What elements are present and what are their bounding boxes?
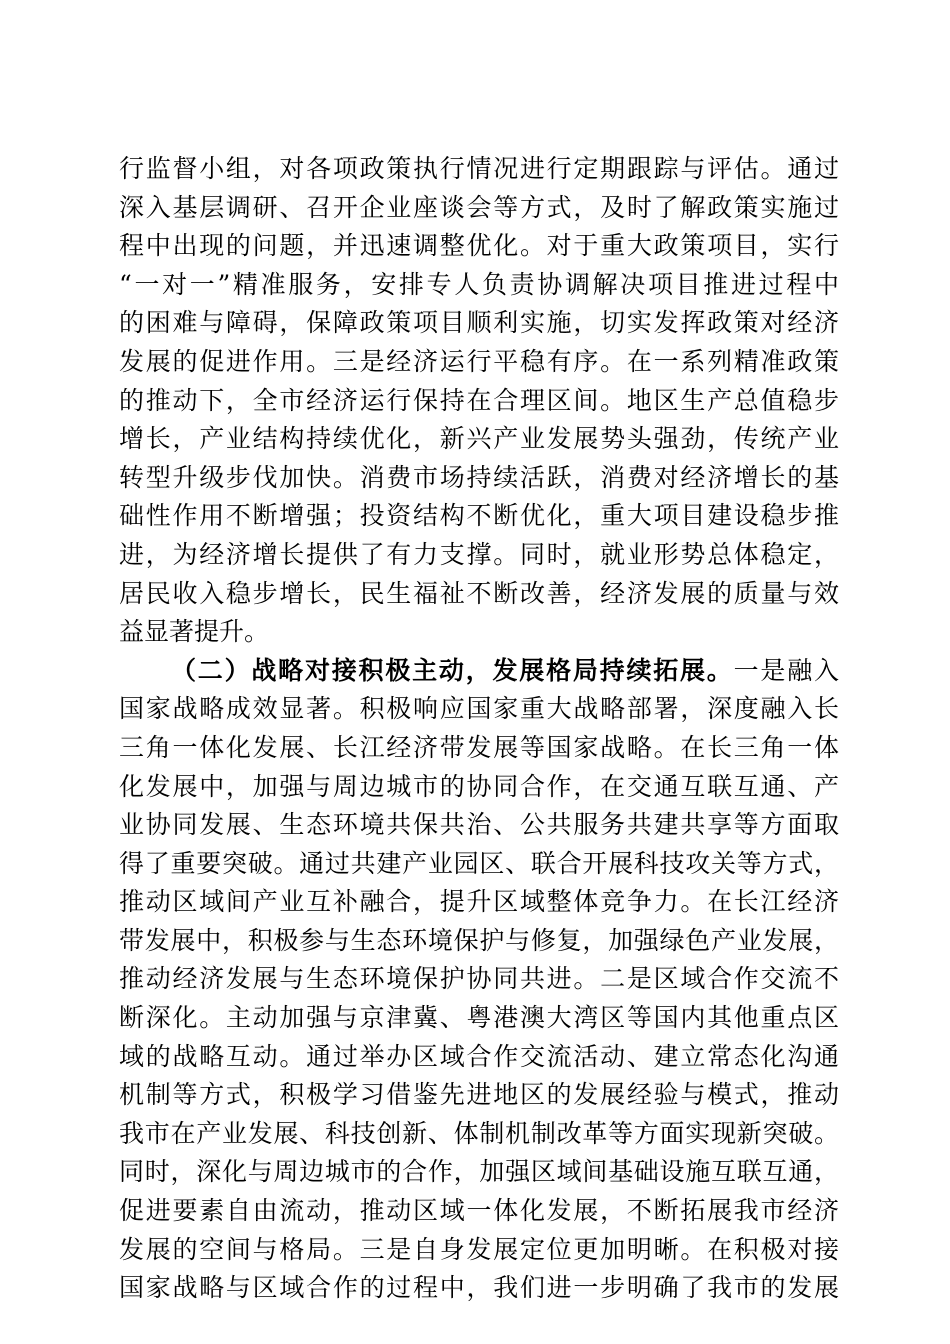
paragraph-line: 增长，产业结构持续优化，新兴产业发展势头强劲，传统产业 (119, 424, 839, 454)
paragraph-line: 同时，深化与周边城市的合作，加强区域间基础设施互联互通， (119, 1157, 839, 1187)
paragraph-line: 程中出现的问题，并迅速调整优化。对于重大政策项目，实行 (119, 231, 839, 261)
paragraph-first-line (119, 652, 839, 691)
paragraph-line: “一对一”精准服务，安排专人负责协调解决项目推进过程中 (119, 269, 839, 299)
document-body (119, 150, 839, 1308)
paragraph-line: 的推动下，全市经济运行保持在合理区间。地区生产总值稳步 (119, 385, 839, 415)
section-heading: （二）战略对接积极主动，发展格局持续拓展。 (171, 655, 734, 685)
paragraph-line: 断深化。主动加强与京津冀、粤港澳大湾区等国内其他重点区 (119, 1003, 839, 1033)
paragraph-line: 深入基层调研、召开企业座谈会等方式，及时了解政策实施过 (119, 192, 839, 222)
paragraph-line: 得了重要突破。通过共建产业园区、联合开展科技攻关等方式， (119, 848, 839, 878)
paragraph-line: 进，为经济增长提供了有力支撑。同时，就业形势总体稳定， (119, 539, 839, 569)
paragraph-line: 推动经济发展与生态环境保护协同共进。二是区域合作交流不 (119, 964, 839, 994)
paragraph-line: 我市在产业发展、科技创新、体制机制改革等方面实现新突破。 (119, 1118, 839, 1148)
paragraph-line: 化发展中，加强与周边城市的协同合作，在交通互联互通、产 (119, 771, 839, 801)
paragraph-line: 转型升级步伐加快。消费市场持续活跃，消费对经济增长的基 (119, 462, 839, 492)
paragraph-line: 三角一体化发展、长江经济带发展等国家战略。在长三角一体 (119, 732, 839, 762)
paragraph-line: 发展的空间与格局。三是自身发展定位更加明晰。在积极对接 (119, 1234, 839, 1264)
paragraph-2 (119, 652, 839, 1308)
paragraph-line: 国家战略与区域合作的过程中，我们进一步明确了我市的发展 (119, 1273, 839, 1303)
paragraph-line: 础性作用不断增强；投资结构不断优化，重大项目建设稳步推 (119, 501, 839, 531)
paragraph-line: 业协同发展、生态环境共保共治、公共服务共建共享等方面取 (119, 810, 839, 840)
paragraph-line: 行监督小组，对各项政策执行情况进行定期跟踪与评估。通过 (119, 154, 839, 183)
paragraph-line: 促进要素自由流动，推动区域一体化发展，不断拓展我市经济 (119, 1196, 839, 1226)
paragraph-line: 域的战略互动。通过举办区域合作交流活动、建立常态化沟通 (119, 1041, 839, 1071)
heading-line-rest: 一是融入 (733, 655, 839, 685)
paragraph-line: 的困难与障碍，保障政策项目顺利实施，切实发挥政策对经济 (119, 308, 839, 338)
paragraph-line: 国家战略成效显著。积极响应国家重大战略部署，深度融入长 (119, 694, 839, 724)
paragraph-1 (119, 150, 839, 652)
paragraph-line: 发展的促进作用。三是经济运行平稳有序。在一系列精准政策 (119, 346, 839, 376)
paragraph-line: 机制等方式，积极学习借鉴先进地区的发展经验与模式，推动 (119, 1080, 839, 1110)
paragraph-line: 居民收入稳步增长，民生福祉不断改善，经济发展的质量与效 (119, 578, 839, 608)
paragraph-line: 带发展中，积极参与生态环境保护与修复，加强绿色产业发展， (119, 925, 839, 955)
paragraph-line: 推动区域间产业互补融合，提升区域整体竞争力。在长江经济 (119, 887, 839, 917)
paragraph-line: 益显著提升。 (119, 617, 270, 647)
